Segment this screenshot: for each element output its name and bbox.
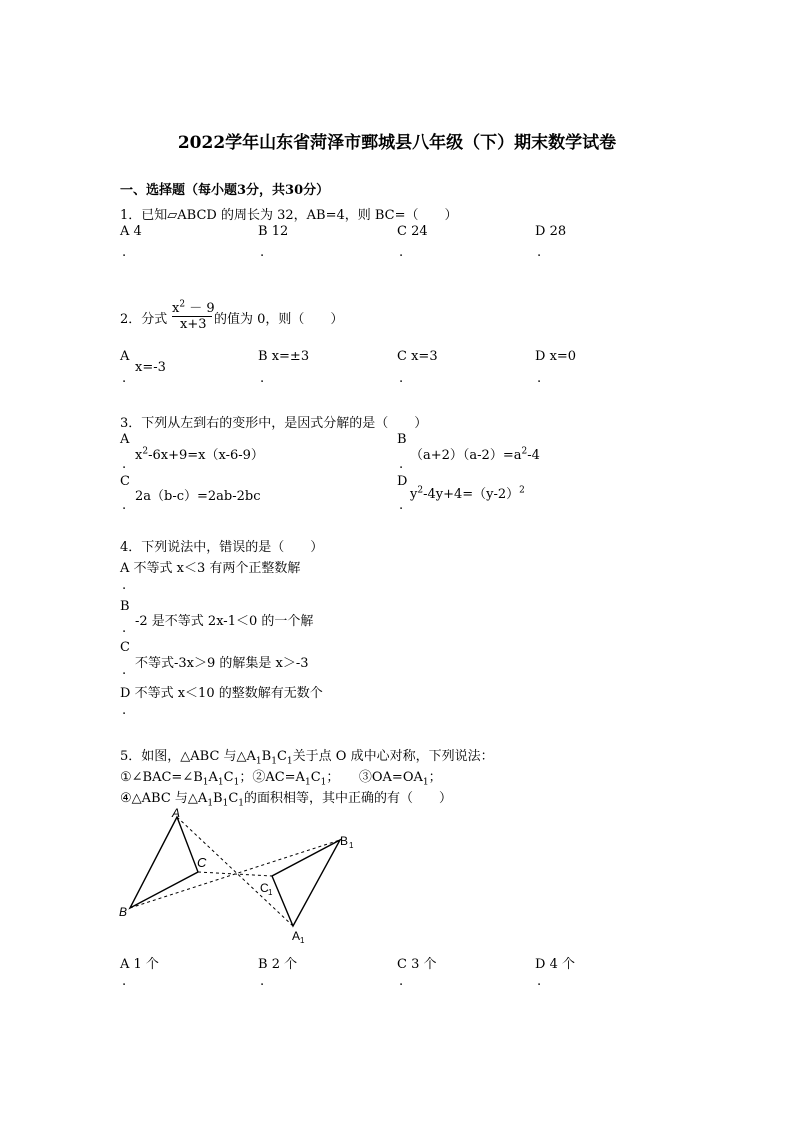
- q3-option-a[interactable]: $x^2-6x+9=x(x-6-9)$: [135, 446, 264, 463]
- q1-option-c[interactable]: [397, 224, 428, 239]
- q4-stem: 4．下列说法中，错误的是（ ）: [120, 540, 324, 555]
- q5-line-1: 5．如图，△ABC 与$\triangle A_1B_1C_1$关于点 O 成中心对称，下列说法：: [120, 749, 494, 767]
- triangle-abc: [130, 817, 198, 908]
- label-c: C: [197, 855, 207, 870]
- q2-fraction: [172, 297, 216, 337]
- q2-option-c[interactable]: C x=3: [397, 349, 438, 364]
- option-text: 28: [549, 224, 567, 239]
- option-letter: B: [397, 432, 407, 447]
- q5-option-c[interactable]: C 3 个: [397, 957, 437, 972]
- label-a1-sub: 1: [300, 936, 305, 945]
- q5-line-3: ④△ABC 与$\triangle A_1B_1C_1$的面积相等，其中正确的有（ ）: [120, 791, 453, 809]
- q1-stem: 1．已知▱ABCD 的周长为 32，AB=4，则 BC=（ ）: [120, 208, 458, 223]
- option-dot: .: [260, 974, 265, 989]
- option-dot: .: [122, 498, 127, 513]
- q4-option-c[interactable]: 不等式-3x＞9 的解集是 x＞-3: [135, 656, 309, 671]
- option-dot: .: [122, 371, 127, 386]
- q2-option-a[interactable]: x=-3: [135, 360, 166, 375]
- option-dot: .: [122, 578, 127, 593]
- triangle-a1b1c1: [272, 840, 340, 926]
- q4-option-a[interactable]: A 不等式 x＜3 有两个正整数解: [120, 561, 301, 576]
- fraction-denominator: x+3: [180, 317, 207, 332]
- label-b: B: [119, 905, 128, 919]
- page-title: 2022学年山东省菏泽市鄄城县八年级（下）期末数学试卷: [177, 133, 617, 153]
- option-letter: A: [120, 224, 130, 239]
- q1-option-b[interactable]: [258, 224, 288, 239]
- option-dot: .: [537, 974, 542, 989]
- option-dot: .: [122, 245, 127, 260]
- label-b1-sub: 1: [349, 841, 354, 850]
- q4-option-b[interactable]: -2 是不等式 2x-1＜0 的一个解: [135, 614, 314, 629]
- option-dot: .: [399, 974, 404, 989]
- label-c1: C: [260, 881, 269, 895]
- option-letter: D: [397, 474, 408, 489]
- option-letter: A: [120, 432, 130, 447]
- option-letter: A: [120, 349, 130, 364]
- q1-option-a[interactable]: [120, 224, 142, 239]
- option-text: 24: [411, 224, 428, 239]
- q3-option-d[interactable]: $y^2-4y+4=(y-2)^2$: [410, 485, 525, 502]
- option-dot: .: [537, 245, 542, 260]
- label-c1-sub: 1: [268, 888, 273, 897]
- option-dot: .: [260, 371, 265, 386]
- dashed-line-aa1: [177, 817, 293, 926]
- option-dot: .: [399, 457, 404, 472]
- option-dot: .: [399, 371, 404, 386]
- option-letter: B: [120, 599, 130, 614]
- option-dot: .: [260, 245, 265, 260]
- q3-option-c[interactable]: 2a（b-c）=2ab-2bc: [135, 489, 261, 504]
- q5-figure: [110, 805, 370, 950]
- q1-option-d[interactable]: [535, 224, 566, 239]
- q3-option-b[interactable]: $(a+2)(a-2)=a^2-4$: [410, 446, 540, 463]
- option-dot: .: [399, 245, 404, 260]
- q2-option-d[interactable]: D x=0: [535, 349, 577, 364]
- option-dot: .: [122, 621, 127, 636]
- option-dot: .: [537, 371, 542, 386]
- q5-option-b[interactable]: B 2 个: [258, 957, 298, 972]
- option-dot: .: [122, 974, 127, 989]
- label-b1: B: [340, 834, 349, 848]
- option-dot: .: [122, 457, 127, 472]
- option-text: 12: [271, 224, 289, 239]
- fraction-numerator: $x^2 - 9$: [172, 299, 215, 316]
- label-a: A: [172, 806, 181, 820]
- option-letter: C: [120, 640, 130, 655]
- option-dot: .: [399, 498, 404, 513]
- option-letter: C: [120, 474, 130, 489]
- option-dot: .: [122, 703, 127, 718]
- dashed-line-cc1: [198, 872, 272, 876]
- option-text: 4: [133, 224, 142, 239]
- q2-option-b[interactable]: B x=±3: [258, 349, 310, 364]
- q2-suffix: 的值为 0，则（ ）: [214, 312, 344, 327]
- q5-line-2: $①\angle BAC=\angle B_1A_1C_1$；$②AC=A_1C_1$； $③OA=OA_1$；: [120, 770, 442, 788]
- option-letter: C: [397, 224, 407, 239]
- q2-prefix: 2．分式: [120, 312, 168, 327]
- q4-option-d[interactable]: D 不等式 x＜10 的整数解有无数个: [120, 686, 323, 701]
- q5-option-a[interactable]: A 1 个: [120, 957, 159, 972]
- option-letter: B: [258, 224, 268, 239]
- q3-stem: 3．下列从左到右的变形中，是因式分解的是（ ）: [120, 416, 428, 431]
- label-a1: A: [292, 929, 301, 943]
- q5-option-d[interactable]: D 4 个: [535, 957, 575, 972]
- section-heading: 一、选择题（每小题3分，共30分）: [120, 183, 330, 198]
- option-dot: .: [122, 663, 127, 678]
- option-letter: D: [535, 224, 546, 239]
